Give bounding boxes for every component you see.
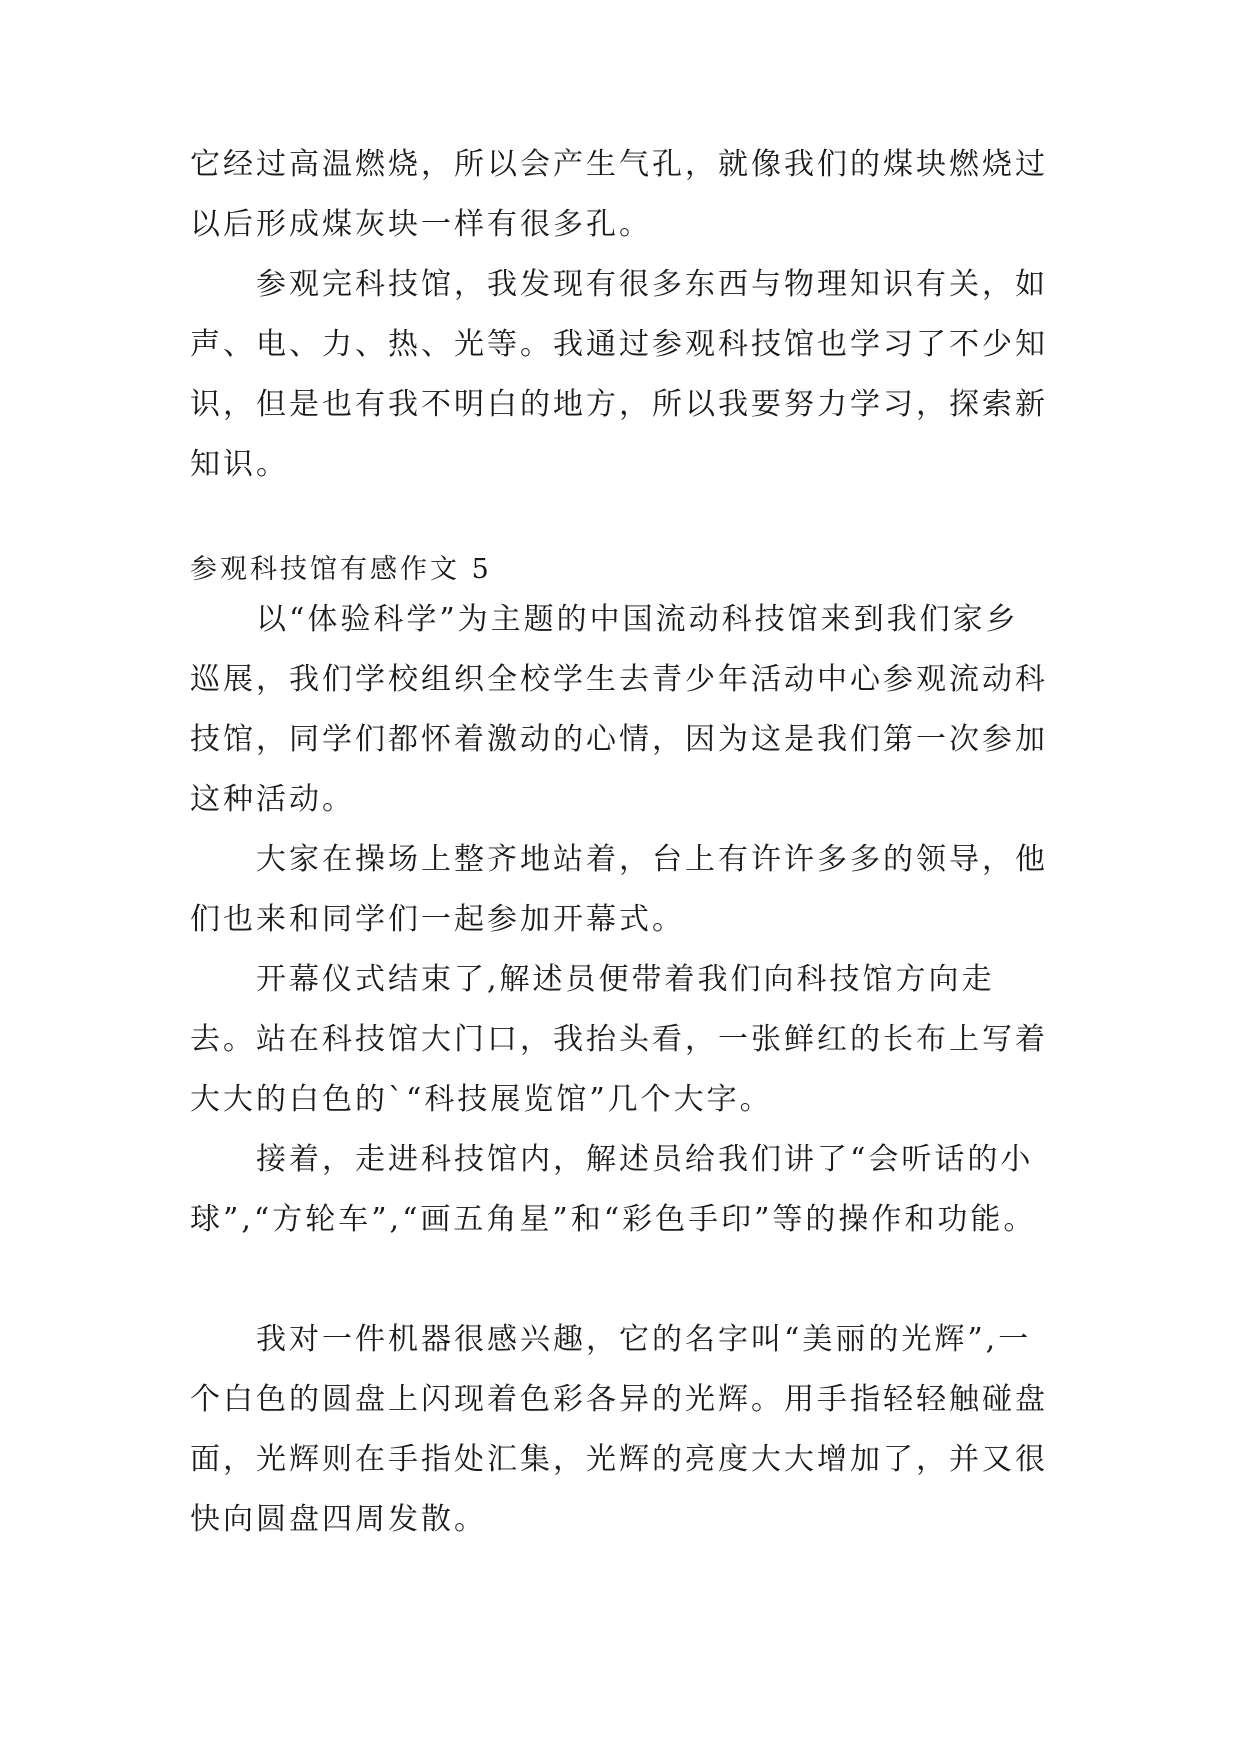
paragraph-exhibition-intro: 以“体验科学”为主题的中国流动科技馆来到我们家乡巡展，我们学校组织全校学生去青少年活动中心参观流动科技馆，同学们都怀着激动的心情，因为这是我们第一次参加这种活动。 [190,602,1048,817]
paragraph-exhibits-explained: 接着，走进科技馆内，解述员给我们讲了“会听话的小球”,“方轮车”,“画五角星”和“彩色手印”等的操作和功能。 [190,1142,1037,1237]
paragraph-continuation: 它经过高温燃烧，所以会产生气孔，就像我们的煤块燃烧过以后形成煤灰块一样有很多孔。 [190,147,1048,242]
paragraph-science-museum-conclusion: 参观完科技馆，我发现有很多东西与物理知识有关，如声、电、力、热、光等。我通过参观科技馆也学习了不少知识，但是也有我不明白的地方，所以我要努力学习，探索新知识。 [190,267,1048,482]
paragraph-museum-entrance: 开幕仪式结束了,解述员便带着我们向科技馆方向走去。站在科技馆大门口，我抬头看，一张鲜红的长布上写着大大的白色的`“科技展览馆”几个大字。 [190,962,1048,1117]
paragraph-beautiful-glow: 我对一件机器很感兴趣，它的名字叫“美丽的光辉”,一个白色的圆盘上闪现着色彩各异的光辉。用手指轻轻触碰盘面，光辉则在手指处汇集，光辉的亮度大大增加了，并又很快向圆盘四周发散。 [190,1322,1048,1537]
paragraph-opening-ceremony: 大家在操场上整齐地站着，台上有许许多多的领导，他们也来和同学们一起参加开幕式。 [190,842,1048,937]
section-title: 参观科技馆有感作文 5 [190,554,492,585]
